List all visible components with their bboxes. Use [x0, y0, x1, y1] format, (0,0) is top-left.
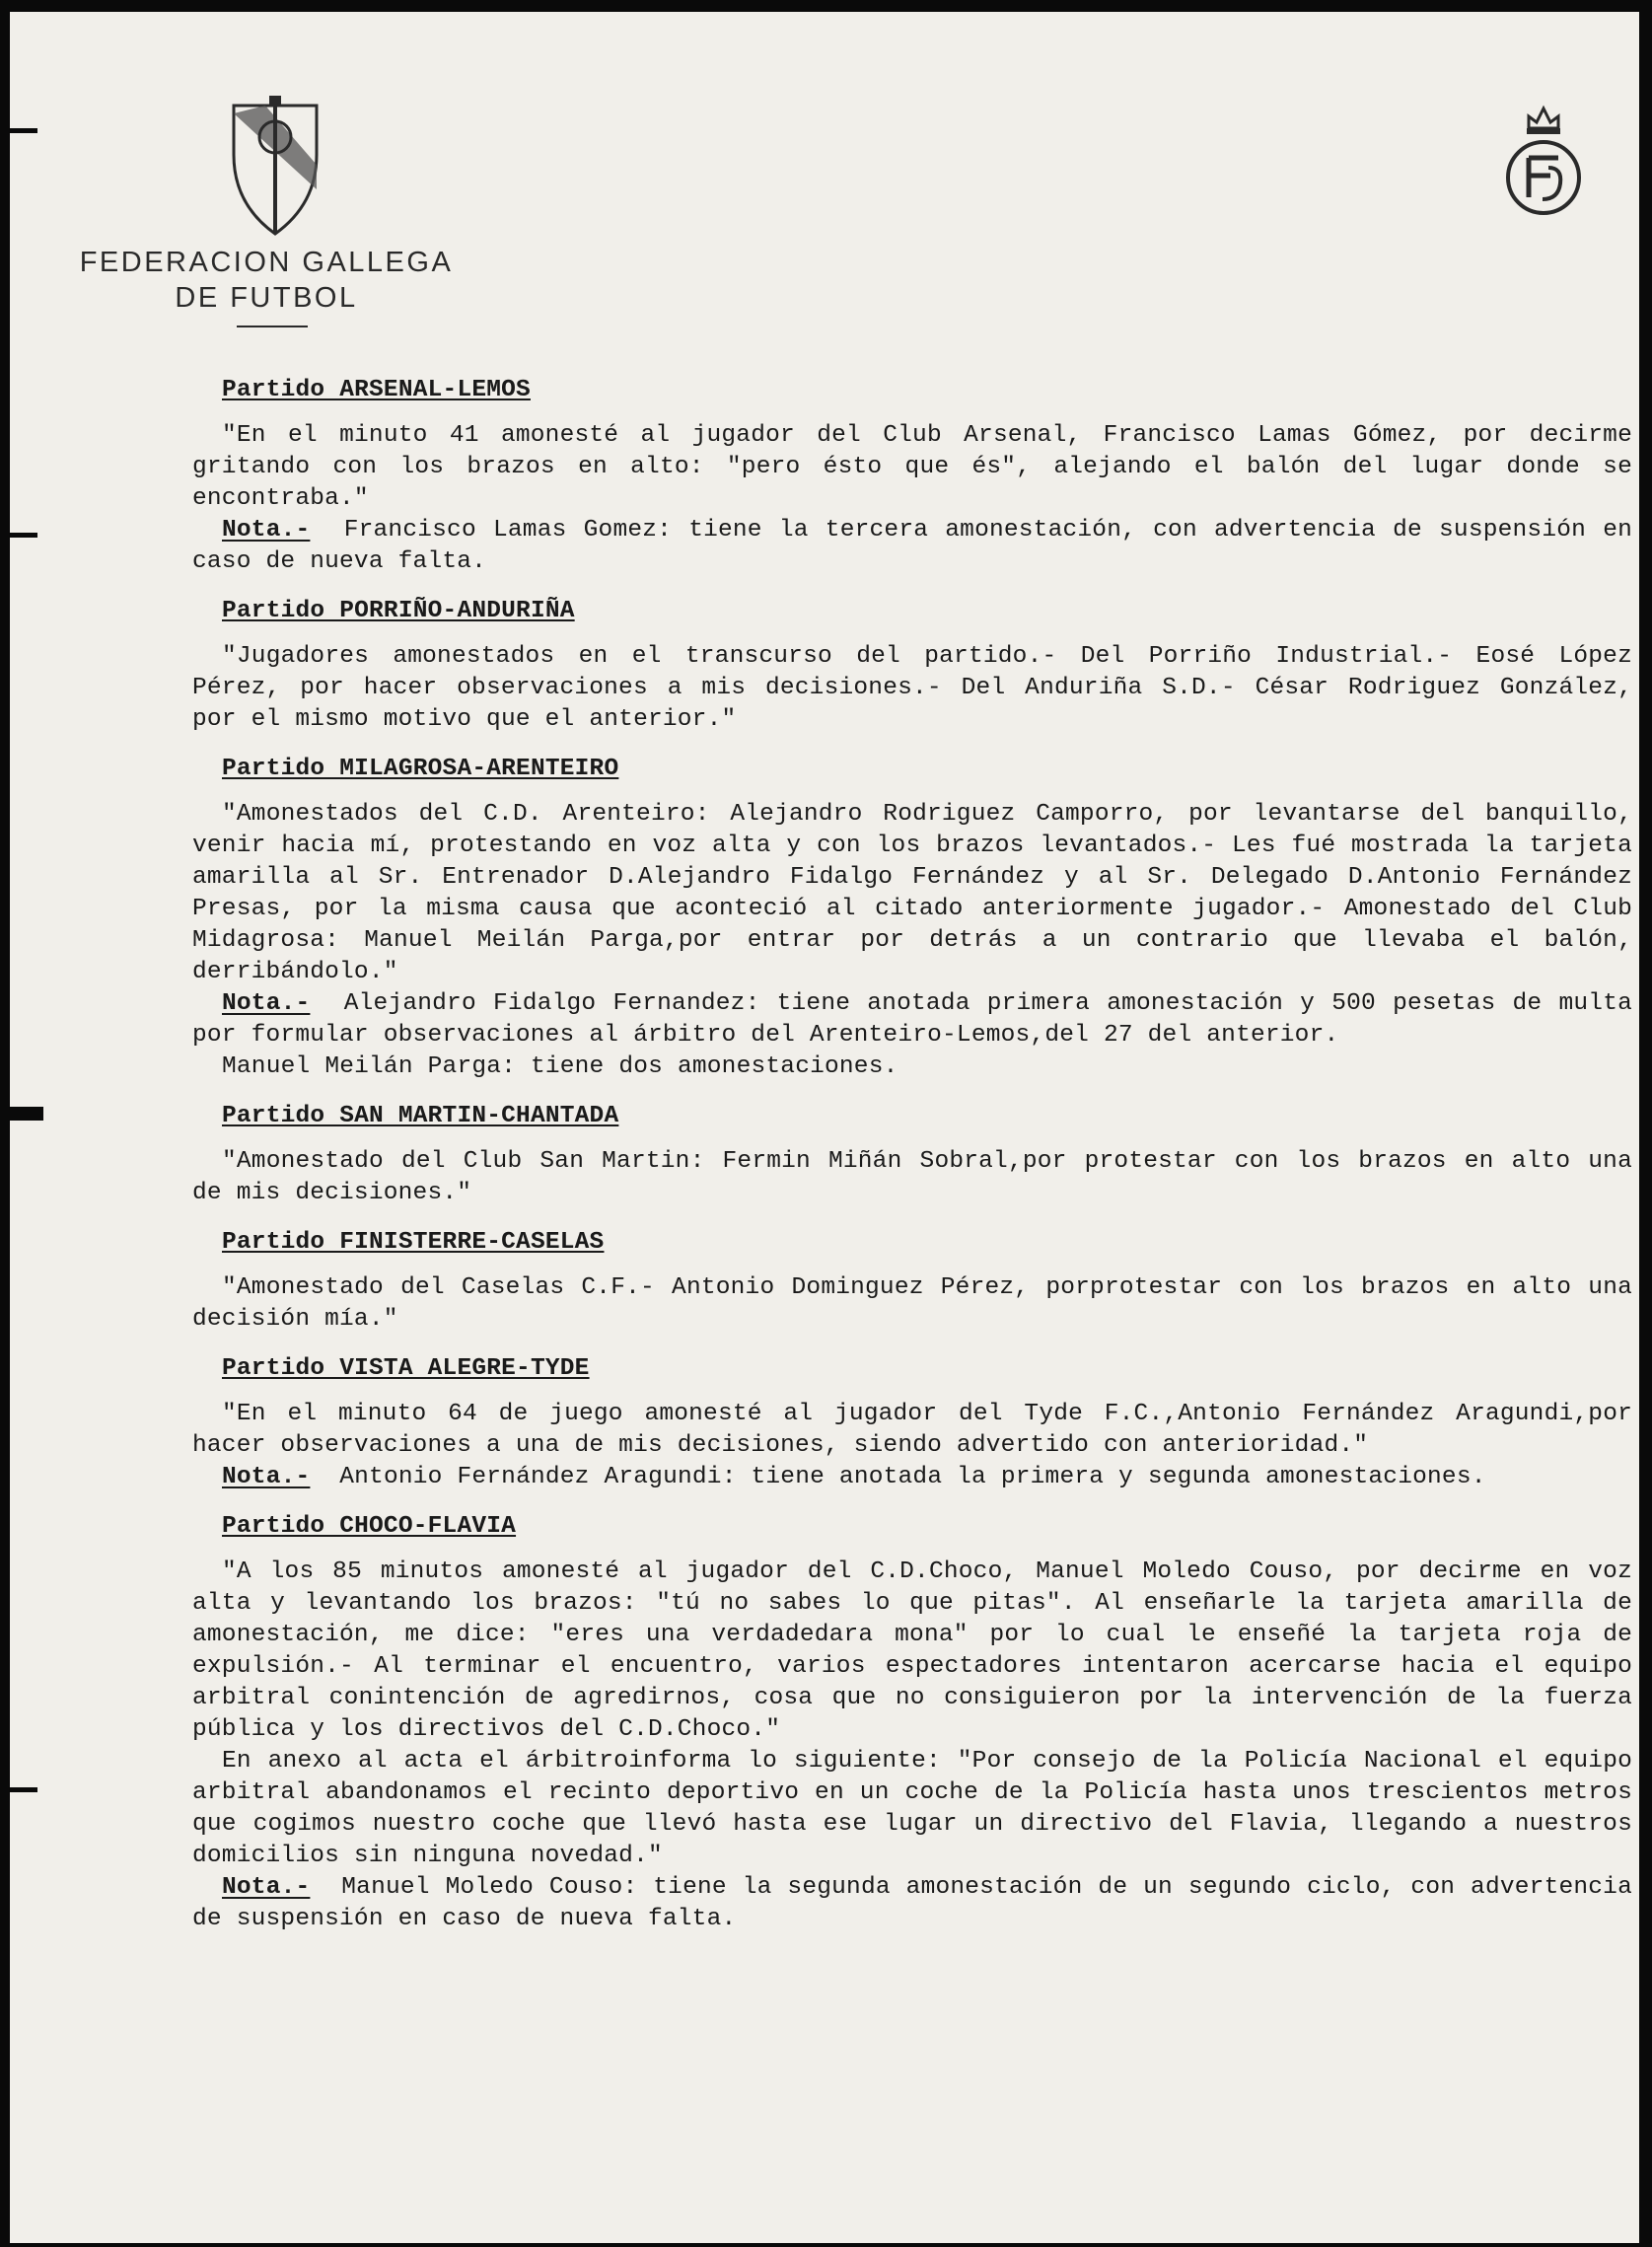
note-label: Nota.-: [222, 517, 311, 544]
note-text: Antonio Fernández Aragundi: tiene anotada la primera y segunda amonestaciones.: [339, 1464, 1486, 1490]
match-note: [192, 515, 1632, 578]
match-note: [192, 1872, 1632, 1935]
match-heading: Partido PORRIÑO-ANDURIÑA: [222, 598, 575, 624]
note-text: Manuel Moledo Couso: tiene la segunda amonestación de un segundo ciclo, con advertencia de suspensión en caso de nueva falta.: [192, 1874, 1632, 1932]
match-section-vista-alegre-tyde: [192, 1353, 1632, 1493]
referee-report-quote: "En el minuto 41 amonesté al jugador del Club Arsenal, Francisco Lamas Gómez, por decirme gritando con los brazos en alto: "pero ésto que és", alejando el balón del lugar donde se encontraba.": [192, 422, 1632, 512]
match-section-choco-flavia: [192, 1511, 1632, 1935]
galician-federation-shield-icon: [226, 96, 324, 244]
org-name-underline: [237, 326, 308, 327]
match-section-san-martin-chantada: [192, 1101, 1632, 1209]
match-section-arsenal-lemos: [192, 375, 1632, 578]
referee-annex-text: En anexo al acta el árbitroinforma lo siguiente: "Por consejo de la Policía Nacional el equipo arbitral abandonamos el recinto deportivo en un coche de la Policía hasta unos trescientos metros que cogimos nuestro coche que llevó hasta ese lugar un directivo del Flavia, llegando a nuestros domicilios sin ninguna novedad.": [192, 1748, 1632, 1869]
document-page: [10, 12, 1639, 2243]
referee-report-quote: "Amonestados del C.D. Arenteiro: Alejandro Rodriguez Camporro, por levantarse del banquillo, venir hacia mí, protestando en voz alta y con los brazos levantados.- Les fué mostrada la tarjeta amarilla al Sr. Entrenador D.Alejandro Fidalgo Fernández y al Sr. Delegado D.Antonio Fernández Presas, por la misma causa que aconteció al citado anteriormente jugador.- Amonestado del Club Midagrosa: Manuel Meilán Parga,por entrar por detrás a un contrario que llevaba el balón, derribándolo.": [192, 801, 1632, 985]
match-heading: Partido CHOCO-FLAVIA: [222, 1513, 517, 1540]
report-body: [192, 375, 1632, 1953]
organization-name: [69, 245, 464, 316]
punch-hole-mark: [10, 533, 37, 538]
match-section-milagrosa-arenteiro: [192, 754, 1632, 1083]
punch-hole-mark: [10, 1107, 43, 1121]
note-label: Nota.-: [222, 990, 311, 1017]
note-text: Alejandro Fidalgo Fernandez: tiene anotada primera amonestación y 500 pesetas de multa por formular observaciones al árbitro del Arenteiro-Lemos,del 27 del anterior.: [192, 990, 1632, 1049]
note-extra: Manuel Meilán Parga: tiene dos amonestaciones.: [222, 1053, 898, 1080]
match-note: [192, 1462, 1632, 1493]
referee-report-quote: "En el minuto 64 de juego amonesté al jugador del Tyde F.C.,Antonio Fernández Aragundi,por hacer observaciones a una de mis decisiones, siendo advertido con anterioridad.": [192, 1401, 1632, 1459]
org-name-line1: FEDERACION GALLEGA: [79, 247, 454, 278]
match-heading: Partido ARSENAL-LEMOS: [222, 377, 531, 403]
note-label: Nota.-: [222, 1464, 311, 1490]
note-label: Nota.-: [222, 1874, 311, 1901]
match-heading: Partido SAN MARTIN-CHANTADA: [222, 1103, 619, 1129]
match-section-porrino-andurina: [192, 596, 1632, 736]
referee-report-quote: "Amonestado del Club San Martin: Fermin Miñán Sobral,por protestar con los brazos en alto una de mis decisiones.": [192, 1148, 1632, 1206]
royal-spanish-federation-crest-icon: [1499, 99, 1588, 222]
note-text: Francisco Lamas Gomez: tiene la tercera amonestación, con advertencia de suspensión en caso de nueva falta.: [192, 517, 1632, 575]
referee-report-quote: "Amonestado del Caselas C.F.- Antonio Dominguez Pérez, porprotestar con los brazos en alto una decisión mía.": [192, 1274, 1632, 1333]
punch-hole-mark: [10, 128, 37, 133]
referee-report-quote: "A los 85 minutos amonesté al jugador del C.D.Choco, Manuel Moledo Couso, por decirme en voz alta y levantando los brazos: "tú no sabes lo que pitas". Al enseñarle la tarjeta amarilla de amonestación, me dice: "eres una verdadedara mona" por lo cual le enseñé la tarjeta roja de expulsión.- Al terminar el encuentro, varios espectadores intentaron acercarse hacia el equipo arbitral conintención de agredirnos, cosa que no consiguieron por la intervención de la fuerza pública y los directivos del C.D.Choco.": [192, 1558, 1632, 1743]
match-heading: Partido MILAGROSA-ARENTEIRO: [222, 756, 619, 782]
referee-report-quote: "Jugadores amonestados en el transcurso del partido.- Del Porriño Industrial.- Eosé López Pérez, por hacer observaciones a mis decisiones.- Del Anduriña S.D.- César Rodriguez González, por el mismo motivo que el anterior.": [192, 643, 1632, 733]
org-name-line2: DE FUTBOL: [175, 282, 358, 314]
punch-hole-mark: [10, 1787, 37, 1792]
match-section-finisterre-caselas: [192, 1227, 1632, 1336]
match-heading: Partido VISTA ALEGRE-TYDE: [222, 1355, 590, 1382]
match-note: [192, 988, 1632, 1051]
match-heading: Partido FINISTERRE-CASELAS: [222, 1229, 605, 1256]
